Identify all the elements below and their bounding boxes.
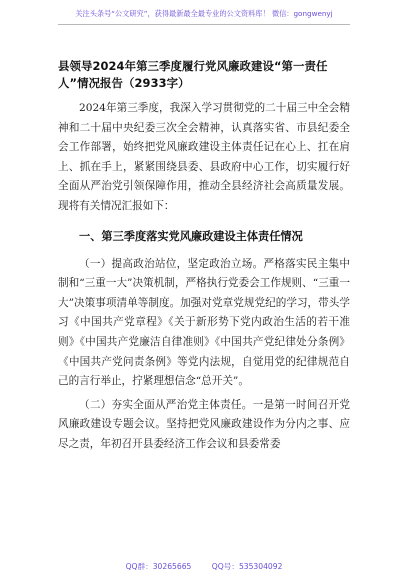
section-paragraph-2: （二）夯实全面从严治党主体责任。一是第一时间召开党风廉政建设专题会议。坚持把党风廉政建设作为分内之事、应尽之责，年初召开县委经济工作会议和县委常委 (58, 398, 350, 450)
footer (0, 562, 408, 572)
document-body (58, 99, 350, 455)
intro-paragraph: 2024年第三季度，我深入学习贯彻党的二十届三中全会精神和二十届中央纪委三次全会精神，认真落实省、市县纪委全会工作部署，始终把党风廉政建设主体责任记在心上、扛在肩上、抓在手上，紧紧围绕县委、县政府中心工作，切实履行好全面从严治党引领保障作用，推动全县经济社会高质量发展。现将有关情况汇报如下： (58, 102, 350, 212)
footer-qq: QQ号：535304092 (211, 562, 283, 571)
document-title: 县领导2024年第三季度履行党风廉政建设“第一责任人”情况报告（2933字） (58, 59, 328, 90)
section-heading: 一、第三季度落实党风廉政建设主体责任情况 (79, 229, 303, 243)
header-divider (58, 24, 350, 25)
section-paragraph-1: （一）提高政治站位，坚定政治立场。严格落实民主集中制和“三重一大”决策机制，严格执行党委会工作规则、“三重一大”决策事项清单等制度。加强对党章党规党纪的学习，带头学习《中国共产党章程》《关于新形势下党内政治生活的若干准则》《中国共产党廉洁自律准则》《中国共产党纪律处分条例》《中国共产党问责条例》等党内法规，自觉用党的纪律规范自己的言行举止，拧紧理想信念“总开关”。 (58, 257, 350, 388)
footer-qq-group: QQ群：30265665 (125, 562, 192, 571)
header-note: 关注头条号“公文研究”，获得最新最全最专业的公文资料库！ 微信：gongwenyj (75, 9, 333, 18)
